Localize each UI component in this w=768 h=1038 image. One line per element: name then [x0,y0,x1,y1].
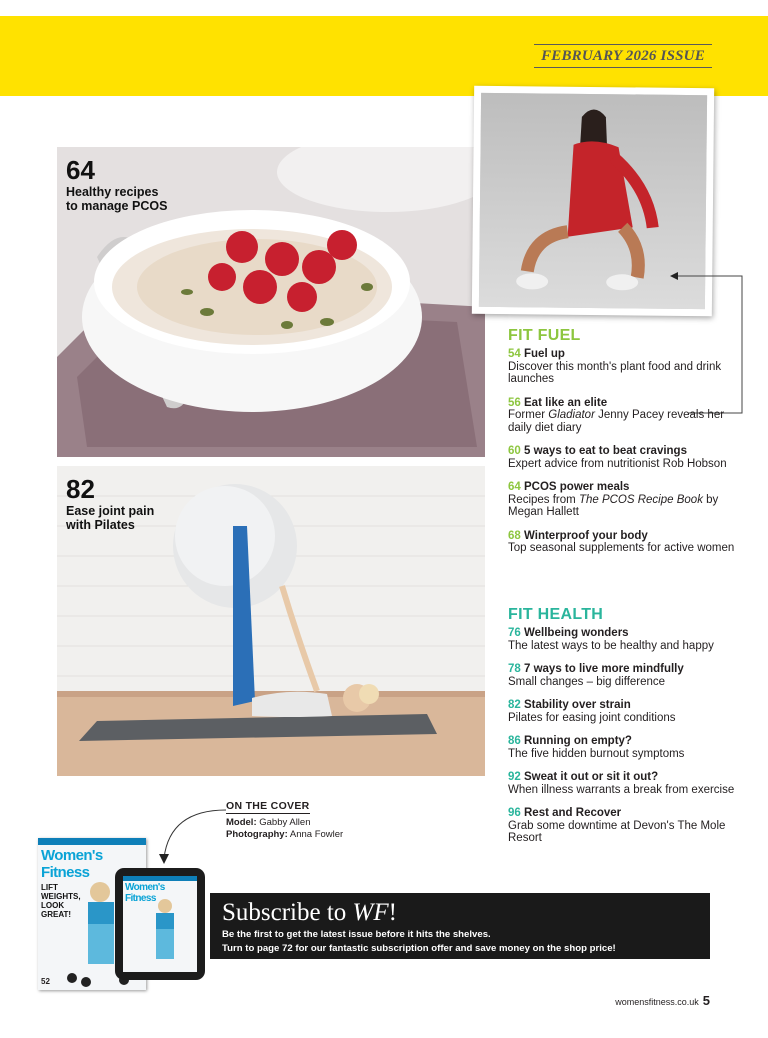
cover-model-figure [123,894,197,972]
caption-page-number: 64 [66,155,95,185]
contents-entry[interactable] [508,530,748,555]
subscribe-line: Turn to page 72 for our fantastic subscription offer and save money on the shop price! [222,943,616,954]
subscribe-title: Subscribe to WF! [222,899,397,926]
contents-entry[interactable] [508,348,748,386]
entry-page: 82 [508,699,521,711]
tablet-cover-image [123,876,197,972]
caption-text-line: to manage PCOS [66,199,168,213]
section-title: FIT FUEL [508,327,581,344]
issue-date: FEBRUARY 2026 ISSUE [534,44,712,68]
contents-entry[interactable] [508,627,748,652]
fit-fuel-section [508,327,748,566]
entry-description: Small changes – big difference [508,675,666,688]
contents-entry[interactable] [508,699,748,724]
pilates-caption [66,476,154,532]
page-footer [615,993,710,1008]
entry-description: When illness warrants a break from exercise [508,783,735,796]
entry-heading: 5 ways to eat to beat cravings [524,445,687,457]
entry-heading: PCOS power meals [524,481,630,493]
entry-heading: Rest and Recover [524,807,622,819]
entry-page: 78 [508,663,521,675]
contents-entry[interactable] [508,481,748,519]
entry-page: 92 [508,771,521,783]
fit-health-section [508,606,748,856]
entry-description: Expert advice from nutritionist Rob Hobson [508,457,727,470]
caption-page-number: 82 [66,474,95,504]
entry-page: 76 [508,627,521,639]
entry-page: 60 [508,445,521,457]
entry-description: Recipes from The PCOS Recipe Book by Megan Hallett [508,493,719,518]
entry-description: Pilates for easing joint conditions [508,711,676,724]
entry-heading: Stability over strain [524,699,631,711]
model-credit: Model: Gabby Allen [226,817,311,828]
page-number: 5 [702,993,710,1008]
tablet-icon [115,868,205,980]
contents-entry[interactable] [508,807,748,845]
entry-heading: Eat like an elite [524,396,608,409]
entry-description: The five hidden burnout symptoms [508,747,685,760]
entry-page: 54 [508,348,521,360]
entry-description: Grab some downtime at Devon's The Mole Resort [508,819,726,844]
section-title: FIT HEALTH [508,606,604,623]
contents-entry[interactable] [508,771,748,796]
entry-page: 56 [508,396,521,409]
entry-page: 96 [508,807,521,819]
caption-text-line: with Pilates [66,518,135,532]
contents-entry[interactable] [508,397,748,435]
photography-credit: Photography: Anna Fowler [226,829,344,840]
recipes-caption [66,157,167,213]
subscribe-line: Be the first to get the latest issue before it hits the shelves. [222,929,491,940]
entry-page: 64 [508,481,521,493]
entry-description: The latest ways to be healthy and happy [508,639,714,652]
contents-entry[interactable] [508,445,748,470]
cover-price: 52 [41,977,50,986]
cover-masthead: Women's Fitness [125,882,165,904]
entry-description: Former Gladiator Jenny Pacey reveals her daily diet diary [508,409,725,434]
subscribe-banner[interactable] [210,893,710,959]
contents-entry[interactable] [508,735,748,760]
cover-masthead: Women's Fitness [41,847,103,881]
entry-page: 68 [508,529,521,542]
entry-description: Top seasonal supplements for active women [508,542,735,554]
curved-arrow-icon [150,806,230,866]
entry-heading: Wellbeing wonders [524,627,629,639]
credit-title: ON THE COVER [226,800,310,812]
entry-heading: Fuel up [524,348,565,360]
entry-page: 86 [508,735,521,747]
caption-text-line: Ease joint pain [66,504,155,518]
on-the-cover-credits [226,800,343,841]
entry-heading: Running on empty? [524,735,632,747]
cover-line: LIFT WEIGHTS, LOOK GREAT! [41,883,81,919]
website-url: womensfitness.co.uk [615,997,699,1007]
contents-entry[interactable] [508,663,748,688]
caption-text-line: Healthy recipes [66,185,159,199]
entry-heading: 7 ways to live more mindfully [524,663,684,675]
entry-heading: Sweat it out or sit it out? [524,771,659,783]
entry-heading: Winterproof your body [524,529,648,542]
entry-description: Discover this month's plant food and drink launches [508,360,722,385]
